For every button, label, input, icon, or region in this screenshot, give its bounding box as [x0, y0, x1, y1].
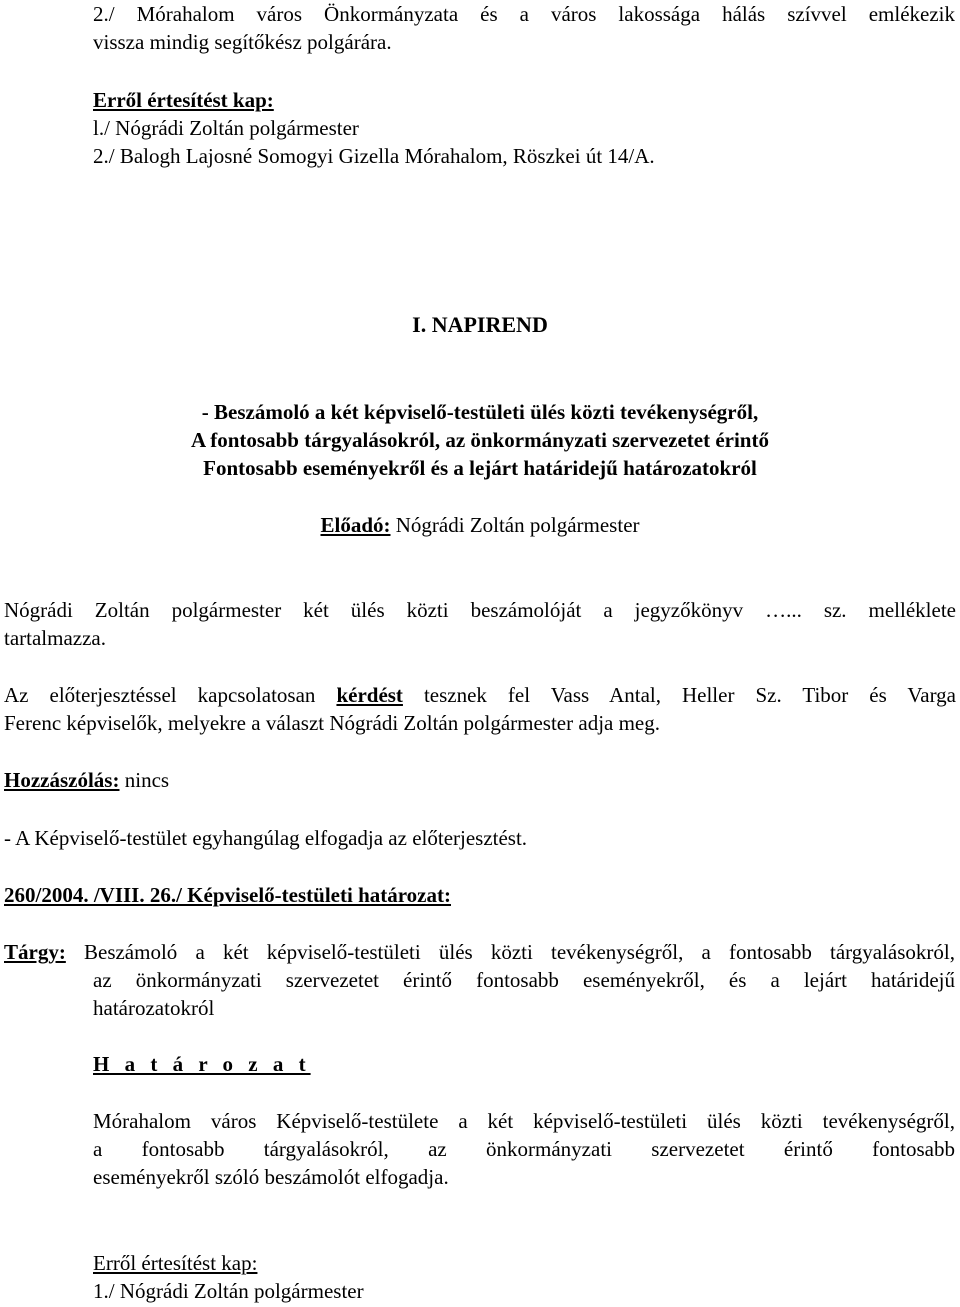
report-paragraph: [4, 596, 956, 652]
questions-paragraph: [4, 681, 956, 737]
resolution-heading: H a t á r o z a t: [93, 1052, 311, 1076]
resolution-body-line-3: eseményekről szóló beszámolót elfogadja.: [93, 1165, 449, 1189]
resolution-body-line-1: Mórahalom város Képviselő-testülete a két képviselő-testületi ülés közti tevékenységről,: [93, 1109, 955, 1133]
report-line-2: tartalmazza.: [4, 626, 107, 650]
subject-label: Tárgy:: [4, 940, 66, 964]
subject-rest: [4, 966, 955, 1022]
notification-item-2-1: 1./ Nógrádi Zoltán polgármester: [93, 1279, 364, 1303]
agenda-title: I. NAPIREND: [412, 312, 548, 337]
agenda-subject-line-3: Fontosabb eseményekről és a lejárt határidejű határozatokról: [203, 456, 757, 480]
thanks-paragraph: [93, 0, 955, 56]
thanks-line-1: 2./ Mórahalom város Önkormányzata és a város lakossága hálás szívvel emlékezik: [93, 2, 955, 26]
notification-list-2: [93, 1249, 955, 1305]
report-line-1: Nógrádi Zoltán polgármester két ülés közti beszámolóját a jegyzőkönyv …... sz. melléklete: [4, 598, 956, 622]
comment-label: Hozzászólás:: [4, 768, 120, 792]
presenter-value: Nógrádi Zoltán polgármester: [390, 513, 640, 537]
comment: [4, 766, 956, 794]
subject-line-2: az önkormányzati szervezetet érintő fontosabb eseményekről, és a lejárt határidejű: [93, 968, 955, 992]
agenda-subject-line-1: - Beszámoló a két képviselő-testületi ülés közti tevékenységről,: [201, 400, 759, 424]
resolution-body-line-2: a fontosabb tárgyalásokról, az önkormányzati szervezetet érintő fontosabb: [93, 1137, 955, 1161]
presenter-label: Előadó:: [320, 513, 391, 537]
questions-keyword: kérdést: [336, 683, 403, 707]
agenda-subject: [0, 398, 960, 482]
notification-label-1: Erről értesítést kap:: [93, 88, 274, 112]
presenter: [0, 511, 960, 539]
resolution-number: 260/2004. /VIII. 26./ Képviselő-testületi határozat:: [4, 883, 451, 907]
questions-line-1: Az előterjesztéssel kapcsolatosan kérdést tesznek fel Vass Antal, Heller Sz. Tibor és Varga: [4, 683, 957, 707]
resolution-body: [93, 1107, 955, 1191]
vote-result: - A Képviselő-testület egyhangúlag elfogadja az előterjesztést.: [4, 826, 528, 850]
notification-item-1: l./ Nógrádi Zoltán polgármester: [93, 116, 359, 140]
comment-value: nincs: [119, 768, 170, 792]
thanks-line-2: vissza mindig segítőkész polgárára.: [93, 30, 392, 54]
questions-line-2: Ferenc képviselők, melyekre a választ Nógrádi Zoltán polgármester adja meg.: [4, 711, 661, 735]
notification-item-2: 2./ Balogh Lajosné Somogyi Gizella Mórahalom, Röszkei út 14/A.: [93, 144, 655, 168]
agenda-subject-line-2: A fontosabb tárgyalásokról, az önkormányzati szervezetet érintő: [191, 428, 769, 452]
subject-line-1: Tárgy: Beszámoló a két képviselő-testületi ülés közti tevékenységről, a fontosabb tárgyalásokról,: [4, 940, 955, 964]
subject-line-3: határozatokról: [93, 996, 215, 1020]
notification-list-1: [93, 86, 955, 170]
notification-label-2: Erről értesítést kap:: [93, 1251, 258, 1275]
resolution-subject: [4, 938, 955, 1022]
